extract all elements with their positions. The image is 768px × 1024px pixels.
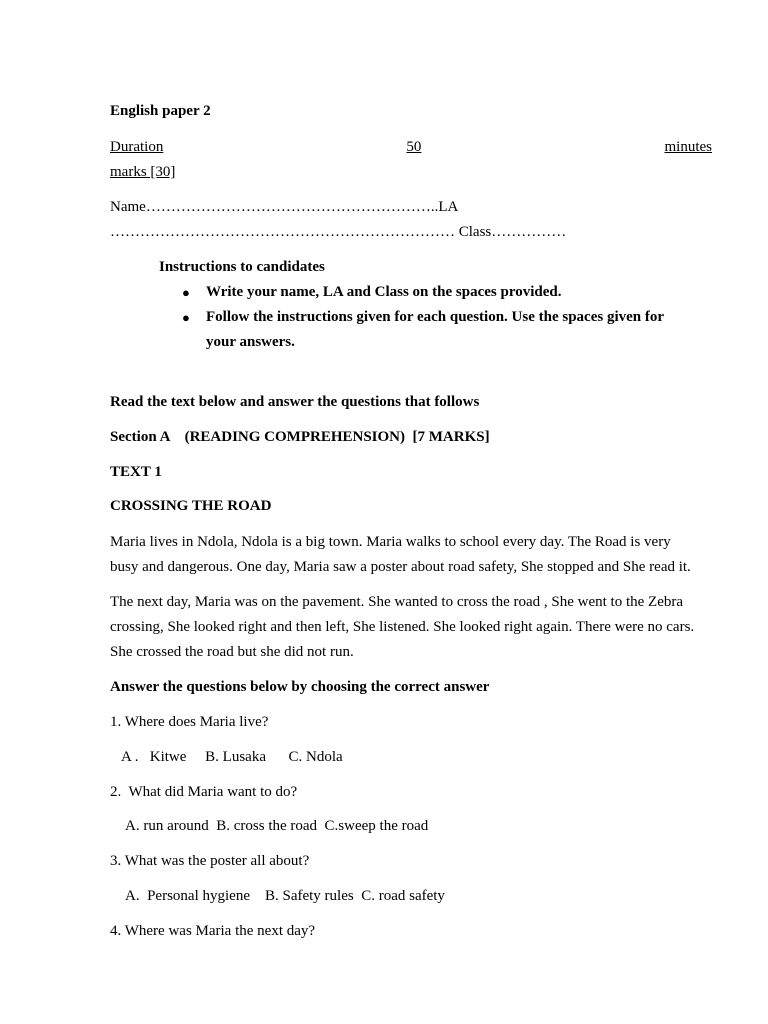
- question-1-options: A . Kitwe B. Lusaka C. Ndola: [121, 749, 343, 765]
- question-3-options: A. Personal hygiene B. Safety rules C. road safety: [125, 888, 445, 904]
- bullet-icon: ●: [182, 285, 190, 300]
- paper-title: English paper 2: [110, 103, 211, 119]
- question-4: 4. Where was Maria the next day?: [110, 923, 316, 939]
- question-2-options: A. run around B. cross the road C.sweep the road: [125, 818, 429, 834]
- question-1: 1. Where does Maria live?: [110, 714, 269, 730]
- questions-instruction: Answer the questions below by choosing the correct answer: [110, 679, 490, 695]
- reading-intro: Read the text below and answer the questions that follows: [110, 394, 480, 410]
- question-3: 3. What was the poster all about?: [110, 853, 310, 869]
- bullet-icon: ●: [182, 310, 190, 325]
- instructions-heading: Instructions to candidates: [159, 259, 325, 275]
- duration-value: 50: [406, 139, 422, 155]
- instruction-item-2: Follow the instructions given for each question. Use the spaces given for: [206, 309, 665, 325]
- passage-line-2: busy and dangerous. One day, Maria saw a poster about road safety, She stopped and She read it.: [110, 559, 691, 575]
- text-title: CROSSING THE ROAD: [110, 498, 272, 514]
- instruction-item-1: Write your name, LA and Class on the spaces provided.: [206, 284, 562, 300]
- passage-line-1: Maria lives in Ndola, Ndola is a big town. Maria walks to school every day. The Road is very: [110, 534, 671, 550]
- question-2: 2. What did Maria want to do?: [110, 784, 298, 800]
- passage-line-5: She crossed the road but she did not run.: [110, 644, 354, 660]
- passage-line-3: The next day, Maria was on the pavement. She wanted to cross the road , She went to the Zebra: [110, 594, 684, 610]
- duration-line: [110, 139, 712, 156]
- instruction-item-2-cont: your answers.: [206, 334, 295, 350]
- section-heading: Section A (READING COMPREHENSION) [7 MARKS]: [110, 429, 490, 445]
- duration-unit: minutes: [664, 139, 712, 155]
- class-field-line: …………………………………………………………… Class……………: [110, 224, 567, 240]
- name-field-line: Name…………………………………………………..LA: [110, 199, 459, 215]
- duration-label: Duration: [110, 139, 164, 155]
- passage-line-4: crossing, She looked right and then left, She listened. She looked right again. There were no cars.: [110, 619, 695, 635]
- marks-line: marks [30]: [110, 164, 176, 180]
- text-label: TEXT 1: [110, 464, 162, 480]
